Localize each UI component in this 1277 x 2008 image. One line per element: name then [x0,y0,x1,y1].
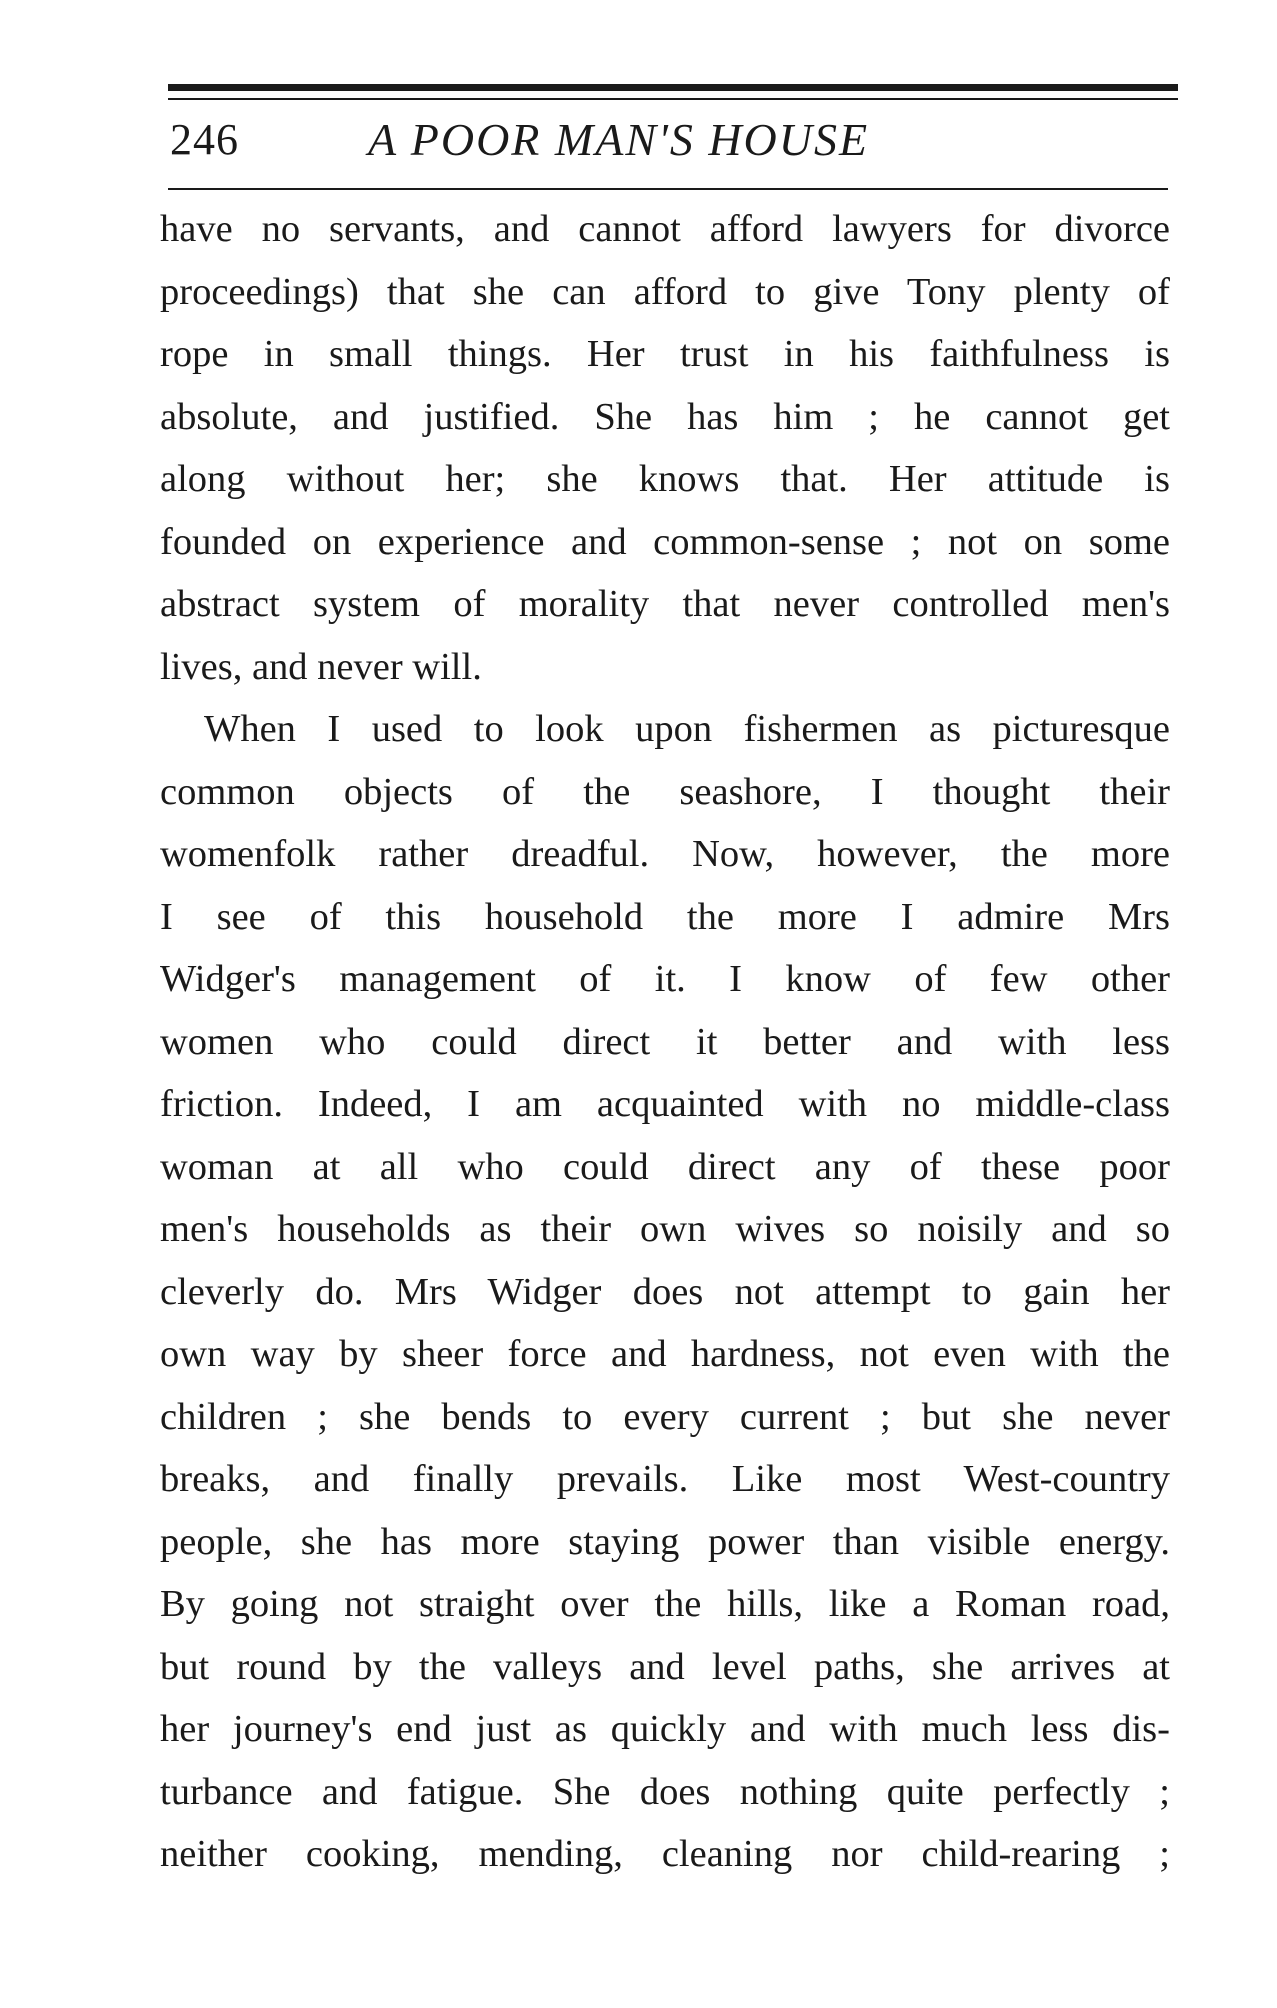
text-line: By going not straight over the hills, like a Roman road, [160,1583,1170,1625]
text-line: cleverly do. Mrs Widger does not attempt to gain her [160,1270,1170,1313]
text-line: absolute, and justified. She has him ; he cannot get [160,395,1170,438]
text-line: men's households as their own wives so noisily and so [160,1208,1170,1250]
text-line: her journey's end just as quickly and with much less dis- [160,1708,1170,1750]
text-line: women who could direct it better and with less [160,1020,1170,1063]
body-text [160,198,1170,1886]
text-line: people, she has more staying power than visible energy. [160,1520,1170,1563]
text-line: When I used to look upon fishermen as picturesque [204,708,1170,750]
text-line: womenfolk rather dreadful. Now, however, the more [160,833,1170,875]
text-line: friction. Indeed, I am acquainted with no middle-class [160,1083,1170,1125]
text-line: abstract system of morality that never controlled men's [160,583,1170,625]
text-line: along without her; she knows that. Her attitude is [160,458,1170,500]
text-line: founded on experience and common-sense ; not on some [160,520,1170,563]
running-title: A POOR MAN'S HOUSE [368,114,870,165]
page-number: 246 [170,115,239,164]
text-line: woman at all who could direct any of these poor [160,1145,1170,1188]
text-line: Widger's management of it. I know of few other [160,958,1170,1000]
text-line: proceedings) that she can afford to give Tony plenty of [160,270,1170,313]
text-line: rope in small things. Her trust in his faithfulness is [160,333,1170,375]
header-underline-rule [168,188,1168,190]
text-line: breaks, and finally prevails. Like most West-country [160,1458,1170,1500]
header-thick-rule [168,84,1178,91]
text-line: I see of this household the more I admire Mrs [160,895,1170,938]
text-line: own way by sheer force and hardness, not even with the [160,1333,1170,1375]
text-line: have no servants, and cannot afford lawyers for divorce [160,208,1170,250]
text-line: children ; she bends to every current ; but she never [160,1395,1170,1438]
header-thin-rule [168,98,1178,100]
text-line: but round by the valleys and level paths, she arrives at [160,1645,1170,1688]
text-line: lives, and never will. [160,645,482,688]
text-line: common objects of the seashore, I thought their [160,770,1170,813]
text-line: neither cooking, mending, cleaning nor child-rearing ; [160,1833,1170,1875]
text-line: turbance and fatigue. She does nothing quite perfectly ; [160,1770,1170,1813]
